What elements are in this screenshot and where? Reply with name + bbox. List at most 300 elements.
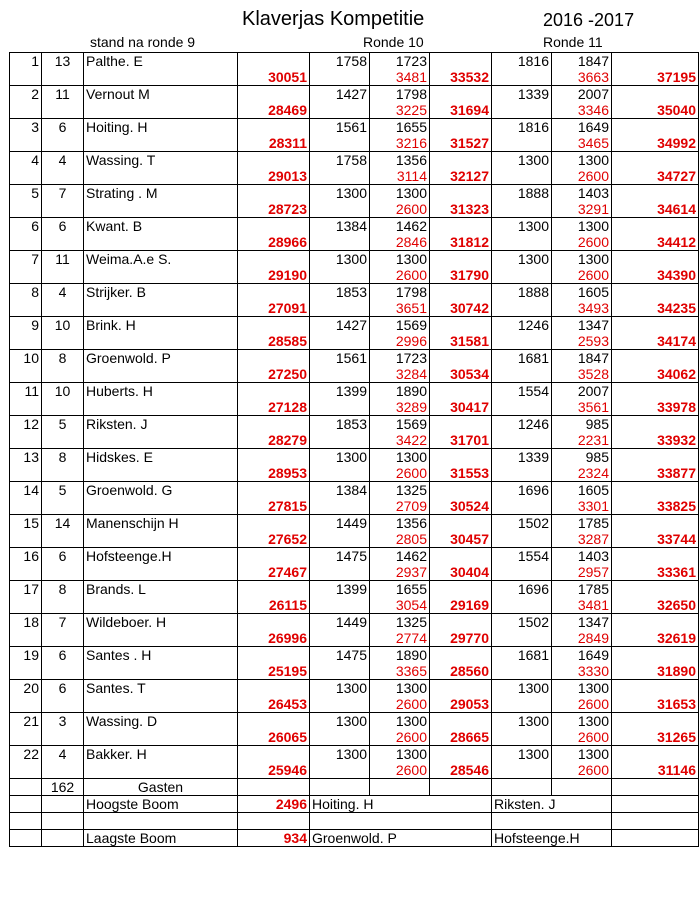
player-totals-row (10, 135, 699, 152)
r10-total: 31694 (430, 102, 492, 119)
r11-score-1: 1888 (492, 284, 552, 301)
rank: 17 (10, 581, 42, 598)
r10-score-1: 1399 (310, 383, 370, 400)
r11-score-1: 1300 (492, 218, 552, 235)
r11-score-1: 1554 (492, 383, 552, 400)
r10-total: 28560 (430, 663, 492, 680)
rank: 5 (10, 185, 42, 202)
r10-score-2: 1300 (370, 746, 430, 763)
player-totals-row (10, 630, 699, 647)
r10-score-1: 1300 (310, 680, 370, 697)
r11-score-1: 1502 (492, 515, 552, 532)
r11-score-2: 1300 (552, 251, 612, 268)
player-name: Wassing. D (84, 713, 238, 730)
games-played: 11 (42, 251, 84, 268)
player-totals-row (10, 333, 699, 350)
r10-score-1: 1300 (310, 449, 370, 466)
r11-score-2: 1300 (552, 713, 612, 730)
games-played: 14 (42, 515, 84, 532)
games-played: 8 (42, 350, 84, 367)
r10-sum: 2846 (370, 234, 430, 251)
laagste-boom-r11: Hofsteenge.H (492, 830, 612, 847)
r10-score-2: 1462 (370, 548, 430, 565)
r11-total: 34174 (612, 333, 699, 350)
player-name: Groenwold. P (84, 350, 238, 367)
stand-after-r9: 27128 (238, 399, 310, 416)
r11-score-1: 1300 (492, 713, 552, 730)
player-name: Riksten. J (84, 416, 238, 433)
guests-label: Gasten (84, 779, 238, 796)
player-row (10, 251, 699, 268)
player-row (10, 218, 699, 235)
r10-score-1: 1427 (310, 317, 370, 334)
player-name: Weima.A.e S. (84, 251, 238, 268)
rank: 2 (10, 86, 42, 103)
r10-total: 30404 (430, 564, 492, 581)
r11-total: 33978 (612, 399, 699, 416)
games-played: 10 (42, 383, 84, 400)
games-played: 7 (42, 614, 84, 631)
player-name: Hidskes. E (84, 449, 238, 466)
r10-sum: 2600 (370, 762, 430, 779)
r10-sum: 3054 (370, 597, 430, 614)
r11-sum: 2957 (552, 564, 612, 581)
rank: 8 (10, 284, 42, 301)
guests-row (10, 779, 699, 796)
r11-sum: 3346 (552, 102, 612, 119)
stand-after-r9: 28311 (238, 135, 310, 152)
player-row (10, 647, 699, 664)
r11-score-2: 1649 (552, 119, 612, 136)
r10-score-2: 1300 (370, 449, 430, 466)
r10-score-1: 1475 (310, 548, 370, 565)
r11-score-1: 1816 (492, 53, 552, 70)
rank: 19 (10, 647, 42, 664)
r10-sum: 3284 (370, 366, 430, 383)
r10-score-1: 1300 (310, 713, 370, 730)
player-totals-row (10, 201, 699, 218)
games-played: 6 (42, 119, 84, 136)
r10-score-1: 1427 (310, 86, 370, 103)
stand-label: stand na ronde 9 (90, 34, 196, 50)
r10-sum: 2774 (370, 630, 430, 647)
r11-score-2: 1347 (552, 614, 612, 631)
r10-total: 28546 (430, 762, 492, 779)
r10-score-2: 1798 (370, 284, 430, 301)
footer-rows (10, 779, 699, 847)
r11-score-2: 1785 (552, 581, 612, 598)
stand-after-r9: 27815 (238, 498, 310, 515)
r11-score-2: 1300 (552, 218, 612, 235)
player-totals-row (10, 432, 699, 449)
r11-score-2: 1847 (552, 53, 612, 70)
player-row (10, 53, 699, 70)
r10-sum: 2996 (370, 333, 430, 350)
r10-total: 30457 (430, 531, 492, 548)
r11-sum: 3528 (552, 366, 612, 383)
stand-after-r9: 28469 (238, 102, 310, 119)
r10-score-1: 1449 (310, 614, 370, 631)
r10-score-2: 1569 (370, 416, 430, 433)
r11-total: 34727 (612, 168, 699, 185)
stand-after-r9: 28723 (238, 201, 310, 218)
player-totals-row (10, 498, 699, 515)
r11-total: 31653 (612, 696, 699, 713)
games-played: 5 (42, 482, 84, 499)
rank: 13 (10, 449, 42, 466)
rank: 20 (10, 680, 42, 697)
games-played: 6 (42, 647, 84, 664)
r11-total: 31146 (612, 762, 699, 779)
player-name: Wildeboer. H (84, 614, 238, 631)
r10-sum: 2709 (370, 498, 430, 515)
rank: 12 (10, 416, 42, 433)
r10-total: 33532 (430, 69, 492, 86)
stand-after-r9: 28953 (238, 465, 310, 482)
rank: 22 (10, 746, 42, 763)
r11-total: 33361 (612, 564, 699, 581)
r11-score-2: 1403 (552, 185, 612, 202)
player-row (10, 746, 699, 763)
r11-score-2: 1347 (552, 317, 612, 334)
r11-score-1: 1300 (492, 251, 552, 268)
r10-score-2: 1723 (370, 53, 430, 70)
r10-score-2: 1325 (370, 482, 430, 499)
r10-total: 31323 (430, 201, 492, 218)
r11-sum: 3561 (552, 399, 612, 416)
r10-sum: 3225 (370, 102, 430, 119)
r10-score-2: 1300 (370, 251, 430, 268)
stand-after-r9: 30051 (238, 69, 310, 86)
rank: 15 (10, 515, 42, 532)
r10-total: 31581 (430, 333, 492, 350)
hoogste-boom-row (10, 796, 699, 813)
player-totals-row (10, 465, 699, 482)
r11-sum: 3291 (552, 201, 612, 218)
player-name: Groenwold. G (84, 482, 238, 499)
r10-score-2: 1798 (370, 86, 430, 103)
rank: 11 (10, 383, 42, 400)
r10-score-2: 1655 (370, 581, 430, 598)
r11-sum: 3493 (552, 300, 612, 317)
r10-score-2: 1300 (370, 680, 430, 697)
r11-sum: 2600 (552, 267, 612, 284)
player-totals-row (10, 69, 699, 86)
player-name: Hoiting. H (84, 119, 238, 136)
laagste-boom-row (10, 830, 699, 847)
hoogste-boom-r10: Hoiting. H (310, 796, 492, 813)
r10-total: 30534 (430, 366, 492, 383)
stand-after-r9: 26453 (238, 696, 310, 713)
player-row (10, 86, 699, 103)
player-totals-row (10, 300, 699, 317)
stand-after-r9: 27091 (238, 300, 310, 317)
stand-after-r9: 27467 (238, 564, 310, 581)
round-10-label: Ronde 10 (363, 34, 424, 50)
r11-sum: 2600 (552, 762, 612, 779)
player-name: Hofsteenge.H (84, 548, 238, 565)
stand-after-r9: 28279 (238, 432, 310, 449)
r10-total: 32127 (430, 168, 492, 185)
r10-sum: 2937 (370, 564, 430, 581)
r10-sum: 3481 (370, 69, 430, 86)
r11-sum: 2849 (552, 630, 612, 647)
r11-score-1: 1888 (492, 185, 552, 202)
player-row (10, 383, 699, 400)
r11-score-2: 985 (552, 449, 612, 466)
r11-score-2: 2007 (552, 86, 612, 103)
player-row (10, 680, 699, 697)
player-totals-row (10, 102, 699, 119)
r10-total: 28665 (430, 729, 492, 746)
games-played: 3 (42, 713, 84, 730)
r10-score-1: 1561 (310, 350, 370, 367)
r10-total: 31790 (430, 267, 492, 284)
r10-score-2: 1890 (370, 647, 430, 664)
r11-total: 34062 (612, 366, 699, 383)
r11-score-2: 2007 (552, 383, 612, 400)
games-played: 4 (42, 284, 84, 301)
player-row (10, 449, 699, 466)
r10-score-1: 1475 (310, 647, 370, 664)
r10-score-1: 1758 (310, 53, 370, 70)
player-name: Kwant. B (84, 218, 238, 235)
r11-sum: 3481 (552, 597, 612, 614)
games-played: 6 (42, 218, 84, 235)
stand-after-r9: 27250 (238, 366, 310, 383)
laagste-boom-r10: Groenwold. P (310, 830, 492, 847)
season-years: 2016 -2017 (543, 10, 635, 30)
stand-after-r9: 28585 (238, 333, 310, 350)
player-name: Strijker. B (84, 284, 238, 301)
player-row (10, 119, 699, 136)
r10-score-2: 1890 (370, 383, 430, 400)
r11-total: 34992 (612, 135, 699, 152)
r10-score-1: 1853 (310, 284, 370, 301)
r10-sum: 3289 (370, 399, 430, 416)
r11-sum: 2600 (552, 234, 612, 251)
player-name: Vernout M (84, 86, 238, 103)
r10-sum: 3216 (370, 135, 430, 152)
rank: 4 (10, 152, 42, 169)
player-name: Brink. H (84, 317, 238, 334)
r11-score-1: 1681 (492, 350, 552, 367)
hoogste-boom-r11: Riksten. J (492, 796, 612, 813)
r11-score-2: 1649 (552, 647, 612, 664)
hoogste-boom-score: 2496 (238, 796, 310, 813)
r11-total: 33744 (612, 531, 699, 548)
r11-sum: 3330 (552, 663, 612, 680)
player-name: Santes. T (84, 680, 238, 697)
r10-total: 31701 (430, 432, 492, 449)
player-row (10, 515, 699, 532)
r11-total: 33825 (612, 498, 699, 515)
player-name: Huberts. H (84, 383, 238, 400)
player-row (10, 548, 699, 565)
games-played: 6 (42, 680, 84, 697)
games-played: 7 (42, 185, 84, 202)
r10-sum: 3422 (370, 432, 430, 449)
laagste-boom-score: 934 (238, 830, 310, 847)
r11-total: 34390 (612, 267, 699, 284)
stand-after-r9: 26115 (238, 597, 310, 614)
player-row (10, 185, 699, 202)
player-row (10, 416, 699, 433)
r10-sum: 3651 (370, 300, 430, 317)
r11-total: 34412 (612, 234, 699, 251)
games-played: 8 (42, 449, 84, 466)
standings-rows (10, 53, 699, 779)
player-row (10, 713, 699, 730)
r10-score-2: 1569 (370, 317, 430, 334)
laagste-boom-label: Laagste Boom (84, 830, 238, 847)
r11-total: 34235 (612, 300, 699, 317)
r11-score-2: 985 (552, 416, 612, 433)
r10-total: 30524 (430, 498, 492, 515)
player-row (10, 614, 699, 631)
games-played: 11 (42, 86, 84, 103)
stand-after-r9: 26996 (238, 630, 310, 647)
r11-total: 32619 (612, 630, 699, 647)
player-totals-row (10, 267, 699, 284)
player-name: Palthe. E (84, 53, 238, 70)
stand-after-r9: 25946 (238, 762, 310, 779)
r10-sum: 2600 (370, 696, 430, 713)
r10-sum: 2600 (370, 465, 430, 482)
r11-score-2: 1300 (552, 680, 612, 697)
r10-score-2: 1325 (370, 614, 430, 631)
r11-total: 34614 (612, 201, 699, 218)
stand-after-r9: 29013 (238, 168, 310, 185)
r11-score-2: 1300 (552, 746, 612, 763)
r11-total: 32650 (612, 597, 699, 614)
r10-score-2: 1723 (370, 350, 430, 367)
r10-sum: 2600 (370, 729, 430, 746)
r10-total: 29169 (430, 597, 492, 614)
rank: 9 (10, 317, 42, 334)
r11-score-1: 1246 (492, 416, 552, 433)
player-row (10, 350, 699, 367)
r10-total: 29770 (430, 630, 492, 647)
r11-score-1: 1300 (492, 680, 552, 697)
r11-sum: 2324 (552, 465, 612, 482)
stand-after-r9: 25195 (238, 663, 310, 680)
r11-sum: 3663 (552, 69, 612, 86)
player-totals-row (10, 762, 699, 779)
r10-score-1: 1300 (310, 746, 370, 763)
r11-total: 33877 (612, 465, 699, 482)
r11-sum: 2600 (552, 729, 612, 746)
r10-sum: 3365 (370, 663, 430, 680)
r10-total: 30742 (430, 300, 492, 317)
rank: 3 (10, 119, 42, 136)
rank: 7 (10, 251, 42, 268)
page-title: Klaverjas Kompetitie (242, 8, 425, 30)
player-row (10, 581, 699, 598)
r10-score-1: 1758 (310, 152, 370, 169)
r11-sum: 3465 (552, 135, 612, 152)
r11-total: 35040 (612, 102, 699, 119)
player-totals-row (10, 168, 699, 185)
r11-score-2: 1403 (552, 548, 612, 565)
r10-score-1: 1384 (310, 218, 370, 235)
r10-total: 30417 (430, 399, 492, 416)
r11-score-1: 1554 (492, 548, 552, 565)
r11-total: 37195 (612, 69, 699, 86)
player-name: Strating . M (84, 185, 238, 202)
player-totals-row (10, 366, 699, 383)
r10-score-2: 1300 (370, 713, 430, 730)
r11-score-2: 1605 (552, 482, 612, 499)
player-name: Bakker. H (84, 746, 238, 763)
r11-sum: 2593 (552, 333, 612, 350)
rank: 10 (10, 350, 42, 367)
r10-score-1: 1384 (310, 482, 370, 499)
r10-sum: 3114 (370, 168, 430, 185)
rank: 18 (10, 614, 42, 631)
games-played: 4 (42, 152, 84, 169)
r10-score-2: 1462 (370, 218, 430, 235)
player-totals-row (10, 234, 699, 251)
hoogste-boom-label: Hoogste Boom (84, 796, 238, 813)
player-row (10, 152, 699, 169)
stand-after-r9: 26065 (238, 729, 310, 746)
player-name: Brands. L (84, 581, 238, 598)
total-games: 162 (42, 779, 84, 796)
r11-score-2: 1300 (552, 152, 612, 169)
r11-score-1: 1681 (492, 647, 552, 664)
player-name: Wassing. T (84, 152, 238, 169)
rank: 16 (10, 548, 42, 565)
player-totals-row (10, 399, 699, 416)
rank: 14 (10, 482, 42, 499)
player-totals-row (10, 696, 699, 713)
rank: 1 (10, 53, 42, 70)
r10-score-1: 1399 (310, 581, 370, 598)
r11-score-1: 1246 (492, 317, 552, 334)
r10-sum: 2600 (370, 267, 430, 284)
spacer-row (10, 813, 699, 830)
r10-score-1: 1853 (310, 416, 370, 433)
rank: 21 (10, 713, 42, 730)
r10-score-1: 1300 (310, 251, 370, 268)
games-played: 8 (42, 581, 84, 598)
r11-score-1: 1696 (492, 581, 552, 598)
r10-total: 29053 (430, 696, 492, 713)
player-totals-row (10, 729, 699, 746)
r11-score-1: 1339 (492, 449, 552, 466)
r11-score-1: 1300 (492, 746, 552, 763)
r10-score-2: 1356 (370, 515, 430, 532)
r11-sum: 2600 (552, 696, 612, 713)
player-totals-row (10, 597, 699, 614)
r11-score-2: 1847 (552, 350, 612, 367)
r10-sum: 2805 (370, 531, 430, 548)
games-played: 5 (42, 416, 84, 433)
r10-total: 31527 (430, 135, 492, 152)
games-played: 6 (42, 548, 84, 565)
r11-total: 31265 (612, 729, 699, 746)
r11-score-2: 1605 (552, 284, 612, 301)
player-row (10, 482, 699, 499)
r10-score-1: 1449 (310, 515, 370, 532)
r11-score-1: 1339 (492, 86, 552, 103)
player-name: Santes . H (84, 647, 238, 664)
r10-score-2: 1356 (370, 152, 430, 169)
player-name: Manenschijn H (84, 515, 238, 532)
r10-total: 31812 (430, 234, 492, 251)
r11-score-2: 1785 (552, 515, 612, 532)
